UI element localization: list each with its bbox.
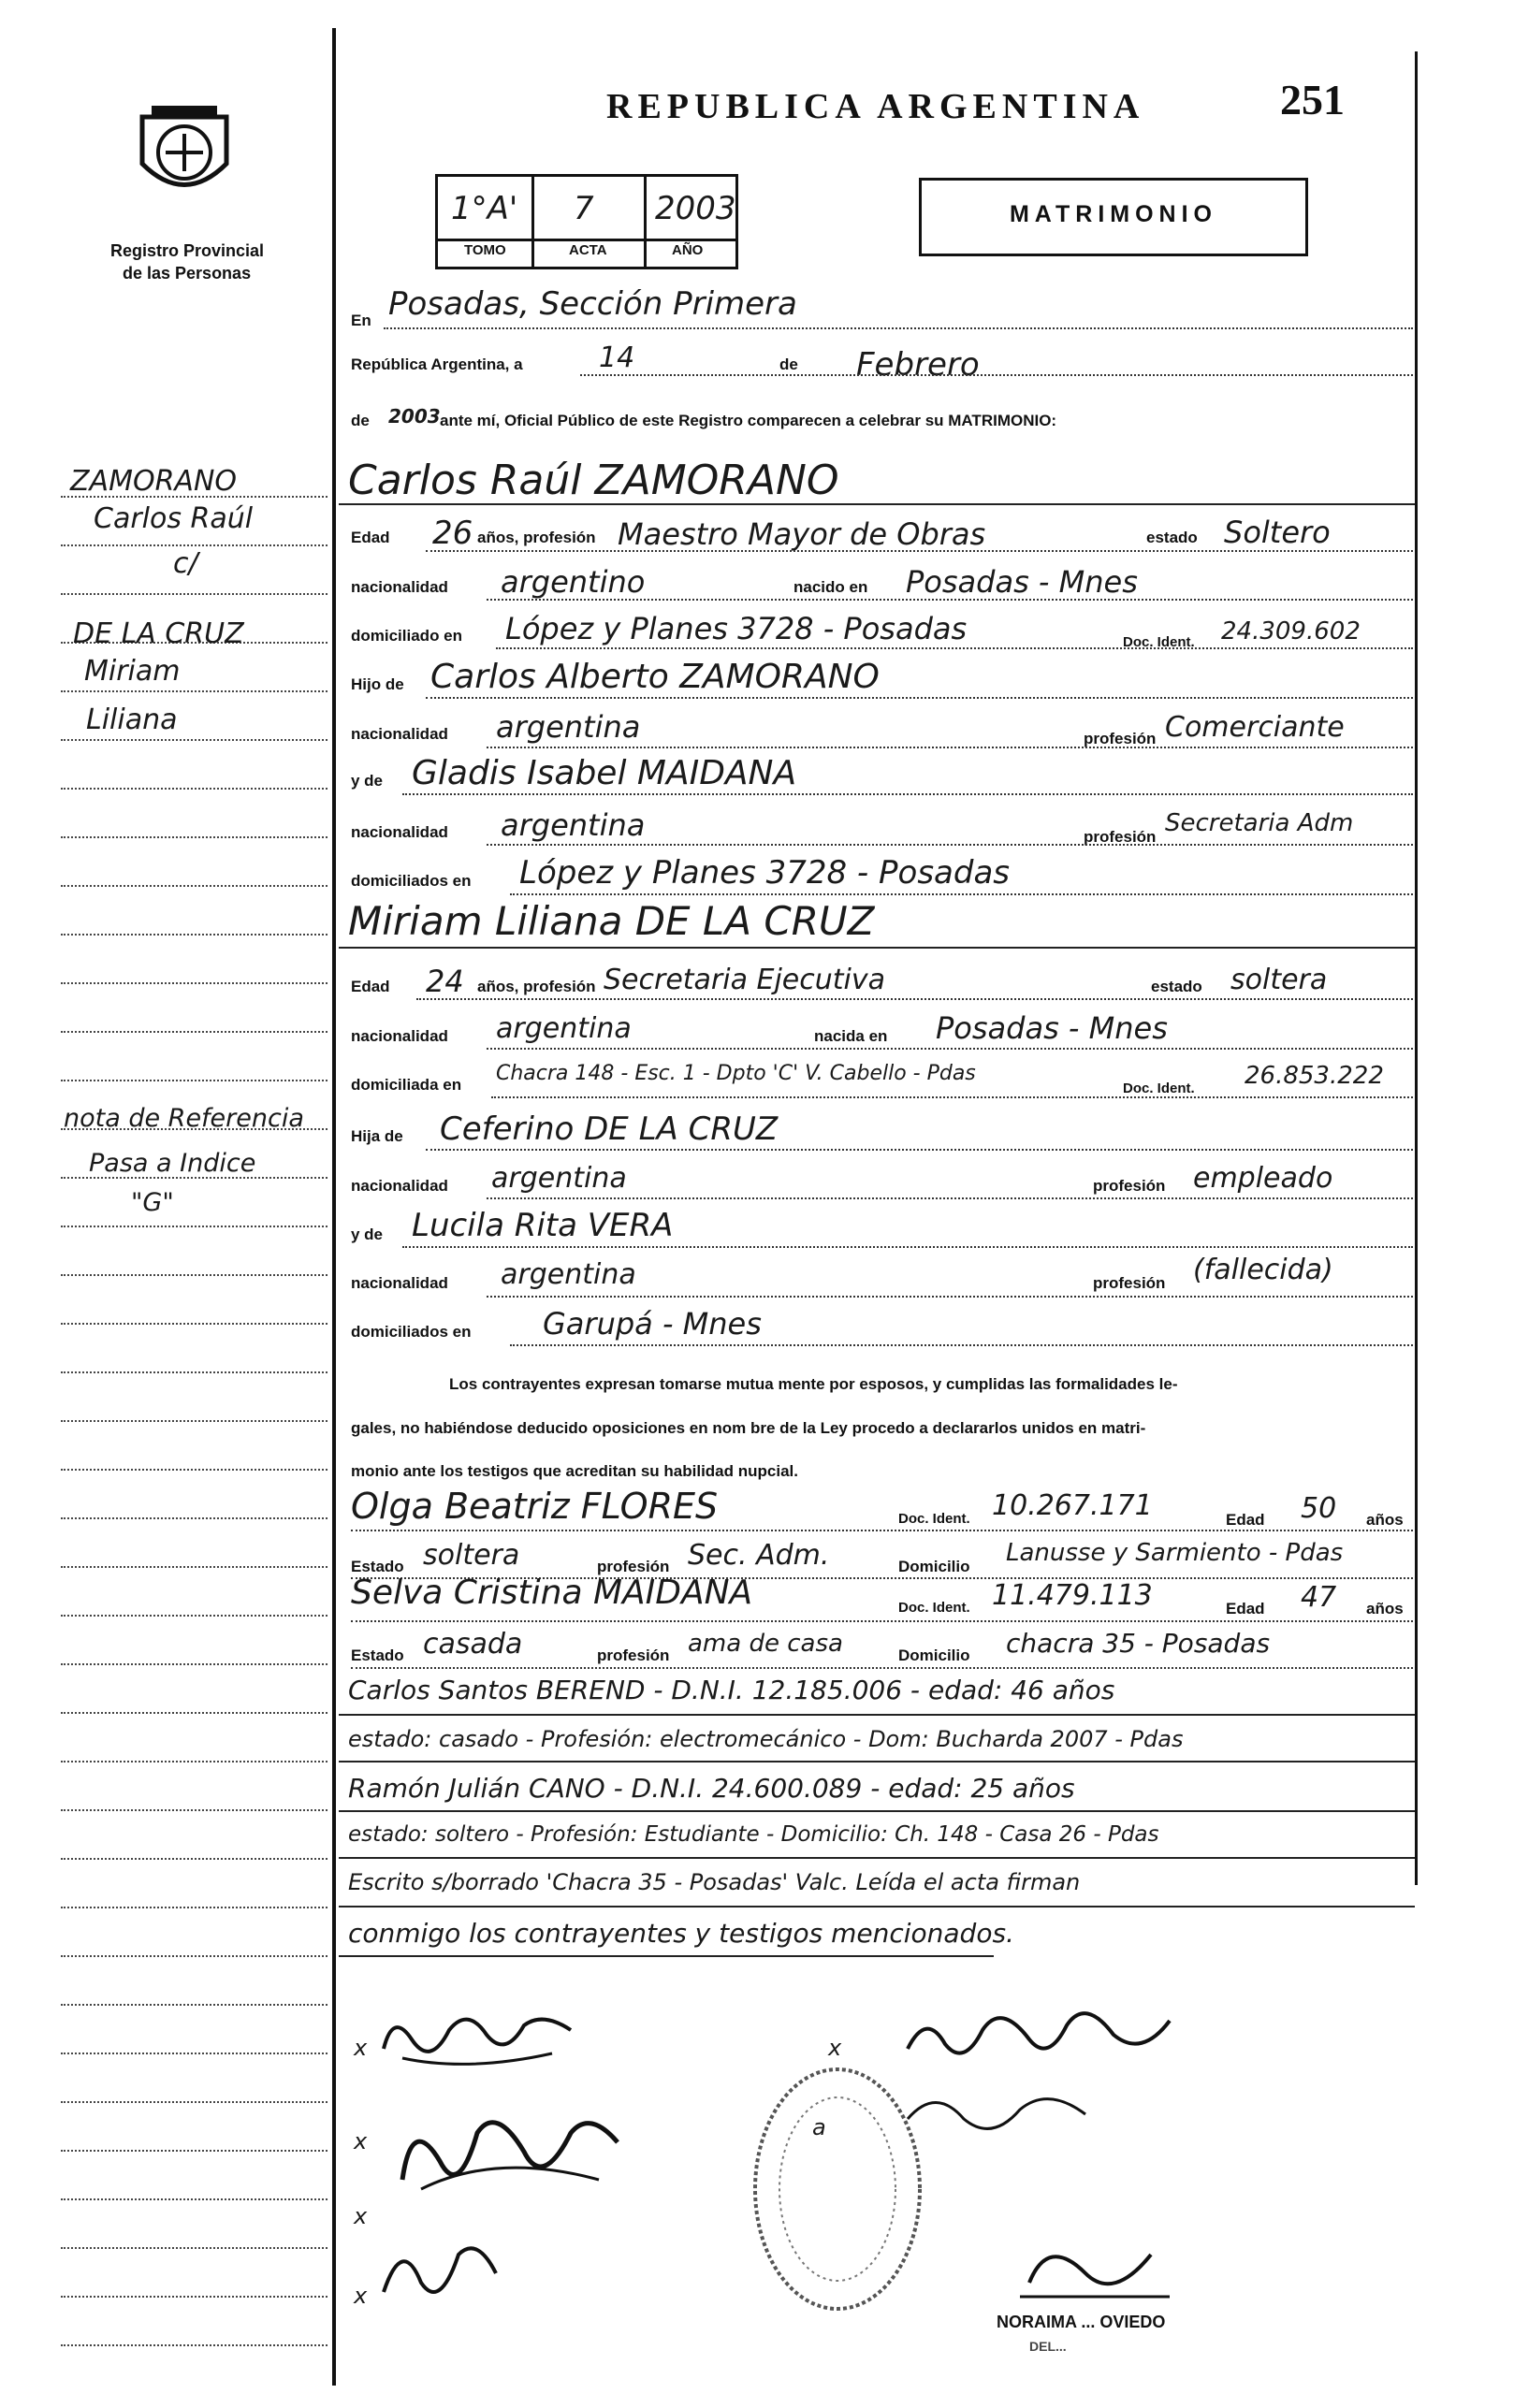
margin-rule [61,2053,328,2054]
note-line-3: Ramón Julián CANO - D.N.I. 24.600.089 - edad: 25 años [348,1773,1075,1804]
groom-doc: 24.309.602 [1221,617,1361,646]
acta-divider [644,177,647,267]
label-profesion-father: profesión [1084,730,1157,747]
note-line-6: conmigo los contrayentes y testigos mencionados. [348,1918,1014,1949]
mother-nat-line [487,844,1413,846]
margin-rule [61,1226,328,1227]
margin-rule [61,1712,328,1714]
left-margin-line [332,28,336,2386]
witness1-edad-label: Edad [1226,1511,1265,1529]
bride-profession: Secretaria Ejecutiva [604,964,886,996]
signature-4 [384,2096,627,2208]
witness2-line [351,1620,1413,1622]
label-en: En [351,312,371,329]
margin-rule [61,2296,328,2298]
label-profesion-mother: profesión [1084,828,1157,846]
note-line-3-rule [339,1810,1415,1812]
margin-name-groom: Carlos Raúl [94,502,254,535]
official-stamp [749,2063,926,2315]
label-nacionalidad: nacionalidad [351,578,448,596]
margin-rule [61,2247,328,2249]
witness2-name: Selva Cristina MAIDANA [351,1574,753,1612]
closing-line-3: monio ante los testigos que acreditan su habilidad nupcial. [351,1462,798,1480]
place-day: 14 [599,341,635,374]
margin-rule [61,2004,328,2006]
page-number: 251 [1280,76,1345,123]
margin-name-bride-1: Miriam [84,655,181,688]
label-de-year: de [351,412,370,429]
label-profesion-bmother: profesión [1093,1274,1166,1292]
label-profesion-bfather: profesión [1093,1177,1166,1195]
margin-rule [61,1858,328,1860]
sig-mark-3: x [354,2128,368,2154]
groom-born: Posadas - Mnes [906,564,1138,600]
margin-rule [61,1323,328,1325]
stamp-sub: DEL... [1029,2339,1067,2354]
label-estado-bride: estado [1151,978,1202,995]
bride-mother: Lucila Rita VERA [412,1207,674,1244]
bride-dom-line [491,1096,1413,1098]
record-box [435,174,738,269]
margin-rule [61,2198,328,2200]
witness2-edad-label: Edad [1226,1600,1265,1617]
bride-mother-profession: (fallecida) [1193,1254,1333,1286]
label-de-month: de [779,355,798,373]
margin-rule [61,885,328,887]
signature-3 [898,2082,1104,2147]
signature-2 [898,1993,1179,2077]
witness2-status: casada [423,1628,523,1661]
witness1-age: 50 [1301,1492,1337,1525]
margin-rule [61,593,328,595]
groom-father-profession: Comerciante [1165,711,1345,744]
witness2-dom-label: Domicilio [898,1646,970,1664]
label-hijo-de: Hijo de [351,675,404,693]
label-domiciliados-en-bride: domiciliados en [351,1323,472,1341]
label-republica: República Argentina, a [351,355,523,373]
note-line-1-rule [339,1714,1415,1716]
label-estado: estado [1146,529,1198,546]
registry-line1: Registro Provincial [110,241,265,260]
bride-nat-line [487,1048,1413,1050]
margin-name-bride-2: Liliana [86,704,178,736]
bride-edad-line [416,998,1413,1000]
margin-rule [61,1031,328,1033]
bride-status: soltera [1230,964,1328,996]
bmother-nat-line [487,1296,1413,1298]
acta-value: 7 [574,190,594,227]
signature-6 [1011,2227,1179,2311]
label-nacida-en: nacida en [814,1027,888,1045]
label-y-de-bride: y de [351,1226,384,1243]
margin-note-letter: "G" [131,1188,174,1217]
record-type-box [919,178,1308,256]
witness1-name: Olga Beatriz FLORES [351,1486,719,1527]
bride-mother-nationality: argentina [501,1258,636,1291]
groom-name-line [339,503,1415,505]
margin-rule [61,1615,328,1617]
label-nacionalidad-mother: nacionalidad [351,823,448,841]
tomo-divider [531,177,534,267]
margin-surname-bride: DE LA CRUZ [73,617,244,650]
witness1-line [351,1530,1413,1531]
margin-surname-groom: ZAMORANO [70,465,237,498]
place-line [384,327,1413,329]
witness1-profession: Sec. Adm. [688,1539,830,1572]
margin-rule [61,1907,328,1908]
margin-with: c/ [173,547,198,580]
record-type-title: MATRIMONIO [1009,201,1217,227]
label-domiciliada-en: domiciliada en [351,1076,462,1094]
place-month: Febrero [856,346,980,384]
hijo-line [426,697,1413,699]
ano-value: 2003 [655,190,736,227]
mother-line [402,793,1413,795]
witness2-profession: ama de casa [688,1630,843,1658]
sig-mark-1: x [354,2035,368,2061]
bfather-nat-line [487,1197,1413,1199]
acta-label: ACTA [569,242,607,258]
sig-mark-6: a [812,2114,826,2140]
margin-rule [61,836,328,838]
sig-mark-5: x [354,2283,368,2309]
bride-parents-address: Garupá - Mnes [543,1306,762,1342]
bride-born: Posadas - Mnes [936,1010,1168,1046]
margin-rule [61,2150,328,2152]
margin-rule [61,788,328,790]
note-line-1: Carlos Santos BEREND - D.N.I. 12.185.006 - edad: 46 años [348,1675,1115,1705]
margin-rule [61,2344,328,2346]
labels-divider [438,239,735,241]
witness2-age: 47 [1301,1581,1337,1614]
groom-address: López y Planes 3728 - Posadas [505,611,968,646]
witness1-doc: 10.267.171 [992,1489,1153,1522]
closing-line-1: Los contrayentes expresan tomarse mutua mente por esposos, y cumplidas las formalidades le- [449,1375,1178,1393]
groom-nationality: argentino [501,564,646,600]
tomo-label: TOMO [464,242,506,258]
witness1-anos-label: años [1366,1511,1404,1529]
label-domiciliado-en: domiciliado en [351,627,463,645]
margin-rule [61,1274,328,1276]
margin-rule [61,544,328,546]
note-line-2: estado: casado - Profesión: electromecánico - Dom: Bucharda 2007 - Pdas [348,1726,1184,1752]
margin-rule [61,739,328,741]
sig-mark-2: x [828,2035,842,2061]
note-line-4: estado: soltero - Profesión: Estudiante - Domicilio: Ch. 148 - Casa 26 - Pdas [348,1822,1159,1847]
note-line-4-rule [339,1857,1415,1859]
margin-rule [61,1761,328,1762]
label-edad-bride: Edad [351,978,390,995]
label-edad: Edad [351,529,390,546]
witness2-doc: 11.479.113 [992,1579,1153,1612]
groom-father-nationality: argentina [496,709,641,745]
domiciliado-line [496,647,1413,649]
label-ante-mi: ante mí, Oficial Público de este Registro comparecen a celebrar su MATRIMONIO: [440,412,1057,429]
groom-status: Soltero [1224,515,1331,550]
registry-seal [133,98,236,206]
signature-5 [374,2227,505,2311]
closing-line-2: gales, no habiéndose deducido oposiciones en nom bre de la Ley procedo a declararlos unidos en matri- [351,1419,1146,1437]
groom-profession: Maestro Mayor de Obras [618,516,986,552]
ano-label: AÑO [672,242,704,258]
sig-mark-4: x [354,2203,368,2229]
registry-line2: de las Personas [123,264,252,283]
bmother-line [402,1246,1413,1248]
label-y-de: y de [351,772,384,790]
margin-rule [61,1663,328,1665]
parents-addr-line [510,893,1413,895]
label-domiciliados-en: domiciliados en [351,872,472,890]
place-year: 2003 [388,405,441,428]
right-margin-line [1415,51,1418,1885]
label-nacionalidad-bride: nacionalidad [351,1027,448,1045]
margin-rule [61,1080,328,1081]
margin-rule [61,690,328,692]
margin-rule [61,1809,328,1811]
witness2-anos-label: años [1366,1600,1404,1617]
margin-note-ref: nota de Referencia [64,1104,304,1133]
witness1-estado-label: Estado [351,1558,404,1575]
bride-age: 24 [426,964,464,999]
label-nacionalidad-bmother: nacionalidad [351,1274,448,1292]
bride-doc: 26.853.222 [1245,1062,1384,1090]
groom-name: Carlos Raúl ZAMORANO [348,457,839,504]
bride-address: Chacra 148 - Esc. 1 - Dpto 'C' V. Cabello - Pdas [496,1062,976,1085]
stamp-name: NORAIMA ... OVIEDO [997,2313,1166,2331]
margin-rule [61,1420,328,1422]
edad-line [426,550,1413,552]
tomo-value: 1°A' [451,190,518,227]
witness1-status: soltera [423,1539,520,1572]
groom-parents-address: López y Planes 3728 - Posadas [519,854,1010,892]
place-location: Posadas, Sección Primera [388,285,797,323]
witness1-dom-label: Domicilio [898,1558,970,1575]
note-line-2-rule [339,1761,1415,1762]
margin-rule [61,934,328,936]
witness2-line2 [351,1667,1413,1669]
bparents-addr-line [510,1344,1413,1346]
bride-nationality: argentina [496,1012,632,1045]
margin-note-index: Pasa a Indice [89,1149,256,1178]
witness1-prof-label: profesión [597,1558,670,1575]
label-nacido-en: nacido en [793,578,868,596]
bride-father-profession: empleado [1193,1162,1333,1195]
margin-rule [61,982,328,984]
bride-name-line [339,947,1415,949]
hija-line [426,1149,1413,1151]
label-doc-ident-bride: Doc. Ident. [1123,1081,1195,1096]
witness2-doc-label: Doc. Ident. [898,1600,970,1616]
margin-rule [61,2101,328,2103]
witness1-doc-label: Doc. Ident. [898,1511,970,1527]
label-nacionalidad-father: nacionalidad [351,725,448,743]
witness2-address: chacra 35 - Posadas [1006,1628,1271,1659]
witness1-address: Lanusse y Sarmiento - Pdas [1006,1539,1344,1567]
label-anos-profesion-bride: años, profesión [477,978,596,995]
label-hija-de: Hija de [351,1127,403,1145]
note-line-5: Escrito s/borrado 'Chacra 35 - Posadas' Valc. Leída el acta firman [348,1869,1081,1895]
label-anos-profesion: años, profesión [477,529,596,546]
margin-rule [61,1517,328,1519]
date-line [580,374,1413,376]
margin-rule [61,1566,328,1568]
groom-age: 26 [432,515,473,552]
groom-mother-nationality: argentina [501,807,646,843]
groom-mother: Gladis Isabel MAIDANA [412,754,797,792]
signature-1 [374,2002,580,2077]
witness2-prof-label: profesión [597,1646,670,1664]
groom-mother-profession: Secretaria Adm [1165,809,1354,837]
nacionalidad-line [487,599,1413,601]
bride-father-nationality: argentina [491,1162,627,1195]
father-nat-line [487,747,1413,748]
bride-name: Miriam Liliana DE LA CRUZ [348,898,875,944]
note-line-5-rule [339,1906,1415,1908]
note-line-6-rule [339,1955,994,1957]
label-doc-ident: Doc. Ident. [1123,634,1195,650]
margin-rule [61,1955,328,1957]
groom-father: Carlos Alberto ZAMORANO [430,658,880,696]
country-title: REPUBLICA ARGENTINA [606,87,1145,126]
witness2-estado-label: Estado [351,1646,404,1664]
margin-rule [61,1469,328,1471]
margin-rule [61,1371,328,1373]
bride-father: Ceferino DE LA CRUZ [440,1110,779,1148]
label-nacionalidad-bfather: nacionalidad [351,1177,448,1195]
